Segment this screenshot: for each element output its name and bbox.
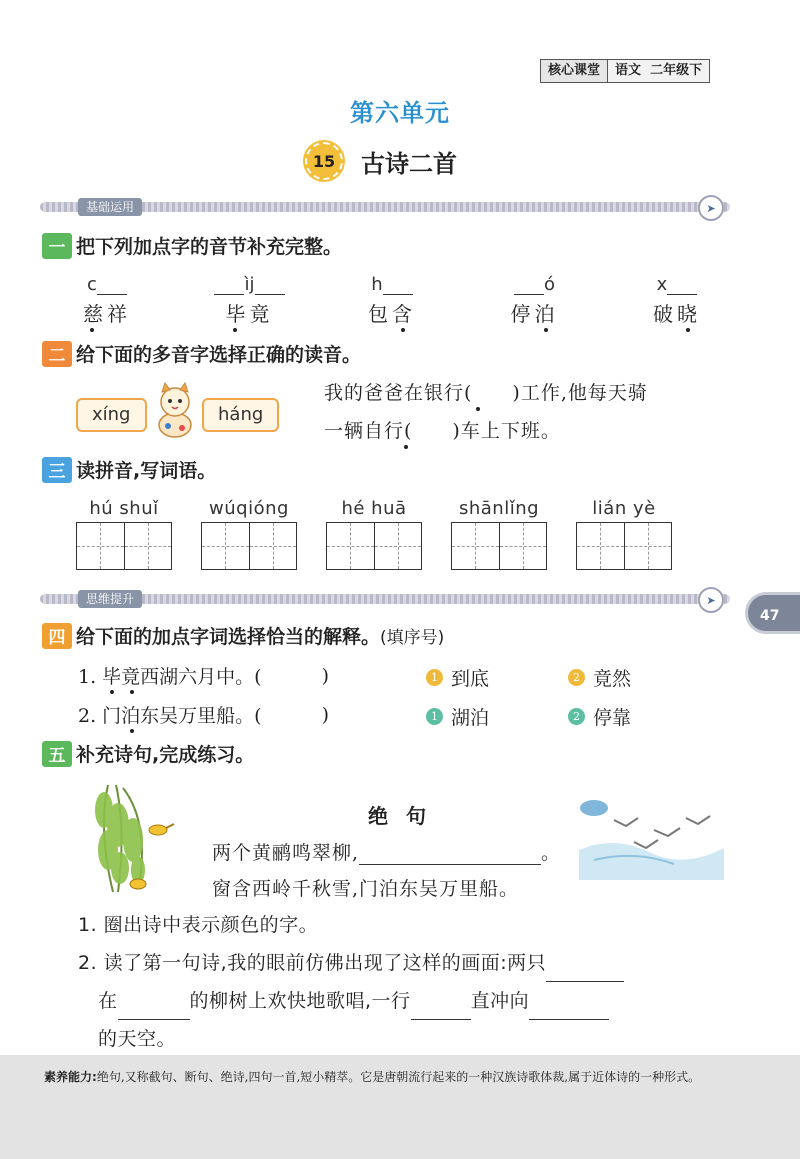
question-4 [42,622,444,649]
writing-grid[interactable] [76,522,172,570]
q1-item [195,274,305,335]
question-text: 给下面的多音字选择正确的读音。 [76,344,362,366]
section-bar-basic [40,202,730,212]
q2-line-2: 一辆自行( )车上下班。 [324,420,561,442]
poem-title: 绝句 [368,804,444,828]
section-tag-thinking: 思维提升 [78,590,142,608]
paper-plane-icon: ➤ [698,195,724,221]
q3-items [76,498,672,570]
header-brand: 核心课堂 [541,60,608,82]
footer-label: 素养能力: [44,1070,97,1084]
writing-grid[interactable] [201,522,297,570]
pinyin-option-xing: xíng [76,398,147,432]
writing-grid[interactable] [576,522,672,570]
answer-blank[interactable] [411,999,471,1020]
emphasis-dot [130,729,134,733]
word: 毕竟 [225,302,274,326]
q4-row1-option-1: 1 到底 [426,664,489,691]
question-badge: 一 [42,233,72,259]
lesson-heading [305,142,457,180]
pinyin-fill[interactable]: ìj [195,274,305,298]
footer-note [44,1068,734,1087]
q1-item [622,274,732,335]
lesson-title: 古诗二首 [361,149,457,178]
question-5 [42,740,254,767]
question-3 [42,456,216,483]
q3-item [576,498,672,570]
page-number-tab: 47 [745,592,800,634]
q4-stem: 2. 门泊东吴万里船。( [78,705,262,727]
paper-plane-icon: ➤ [698,587,724,613]
emphasis-dot [480,327,590,335]
emphasis-dot [404,445,408,449]
pinyin: hé huā [341,498,407,519]
q3-item [451,498,547,570]
word: 慈祥 [83,302,131,326]
question-text: 读拼音,写词语。 [76,460,217,482]
question-badge: 二 [42,341,72,367]
writing-grid[interactable] [326,522,422,570]
emphasis-dot [195,327,305,335]
poem-line-1: 两个黄鹂鸣翠柳, 。 [212,842,562,864]
word: 包含 [368,302,416,326]
word: 停泊 [510,302,559,326]
q5-sub-2: 2. 读了第一句诗,我的眼前仿佛出现了这样的画面:两只 在 的柳树上欢快地歌唱,一行 直冲向 的天空。 [78,944,738,1058]
emphasis-dot [110,690,114,694]
q3-item [201,498,297,570]
answer-blank[interactable] [118,999,190,1020]
answer-blank[interactable] [546,961,624,982]
emphasis-dot [52,327,162,335]
question-1 [42,232,342,259]
writing-grid[interactable] [451,522,547,570]
q1-items [52,274,732,335]
q1-item [480,274,590,335]
question-note: (填序号) [380,628,445,648]
q4-row2-option-2: 2 停靠 [568,703,631,730]
lesson-number: 15 [305,142,343,180]
word: 破晓 [653,302,701,326]
question-badge: 四 [42,623,72,649]
question-text: 把下列加点字的音节补充完整。 [76,236,343,258]
question-2 [42,340,361,367]
pinyin: shānlǐng [458,498,540,519]
question-badge: 五 [42,741,72,767]
egrets-sky-illustration [574,790,724,880]
cartoon-cat-icon [148,380,202,440]
pinyin-option-hang: háng [202,398,279,432]
pinyin-fill[interactable]: x [622,274,732,298]
emphasis-dot [130,690,134,694]
poem-blank[interactable] [359,844,541,865]
header-subject: 语文 二年级下 [608,60,709,82]
question-badge: 三 [42,457,72,483]
answer-blank[interactable] [529,999,609,1020]
willow-bird-illustration [78,780,188,898]
q3-item [326,498,422,570]
question-text: 给下面的加点字词选择恰当的解释。 [76,626,381,648]
q1-item [52,274,162,335]
unit-title: 第六单元 [350,99,450,127]
q2-line-1: 我的爸爸在银行( )工作,他每天骑 [324,382,648,404]
q1-item [337,274,447,335]
section-tag-basic: 基础运用 [78,198,142,216]
footer-text: 绝句,又称截句、断句、绝诗,四句一首,短小精萃。它是唐朝流行起来的一种汉族诗歌体裁,属于近体诗的一种形式。 [96,1070,701,1084]
emphasis-dot [337,327,447,335]
q5-sub-1: 1. 圈出诗中表示颜色的字。 [78,914,319,936]
question-text: 补充诗句,完成练习。 [76,744,255,766]
pinyin: wúqióng [209,498,289,519]
pinyin-fill[interactable]: ó [480,274,590,298]
poem-line-2: 窗含西岭千秋雪,门泊东吴万里船。 [212,878,520,900]
q2-passage [324,374,648,450]
header-badge [540,59,710,83]
q3-item [76,498,172,570]
q4-row2-option-1: 1 湖泊 [426,703,489,730]
q4-row-1: 1. 毕竟西湖六月中。( ) [78,662,329,689]
q4-stem: 1. 毕竟西湖六月中。( [78,666,262,688]
emphasis-dot [622,327,732,335]
pinyin: hú shuǐ [89,498,159,519]
pinyin-fill[interactable]: h [337,274,447,298]
pinyin: lián yè [592,498,656,519]
q4-row1-option-2: 2 竟然 [568,664,631,691]
section-bar-thinking [40,594,730,604]
q4-row-2: 2. 门泊东吴万里船。( ) [78,701,329,728]
emphasis-dot [476,407,480,411]
pinyin-fill[interactable]: c [52,274,162,298]
